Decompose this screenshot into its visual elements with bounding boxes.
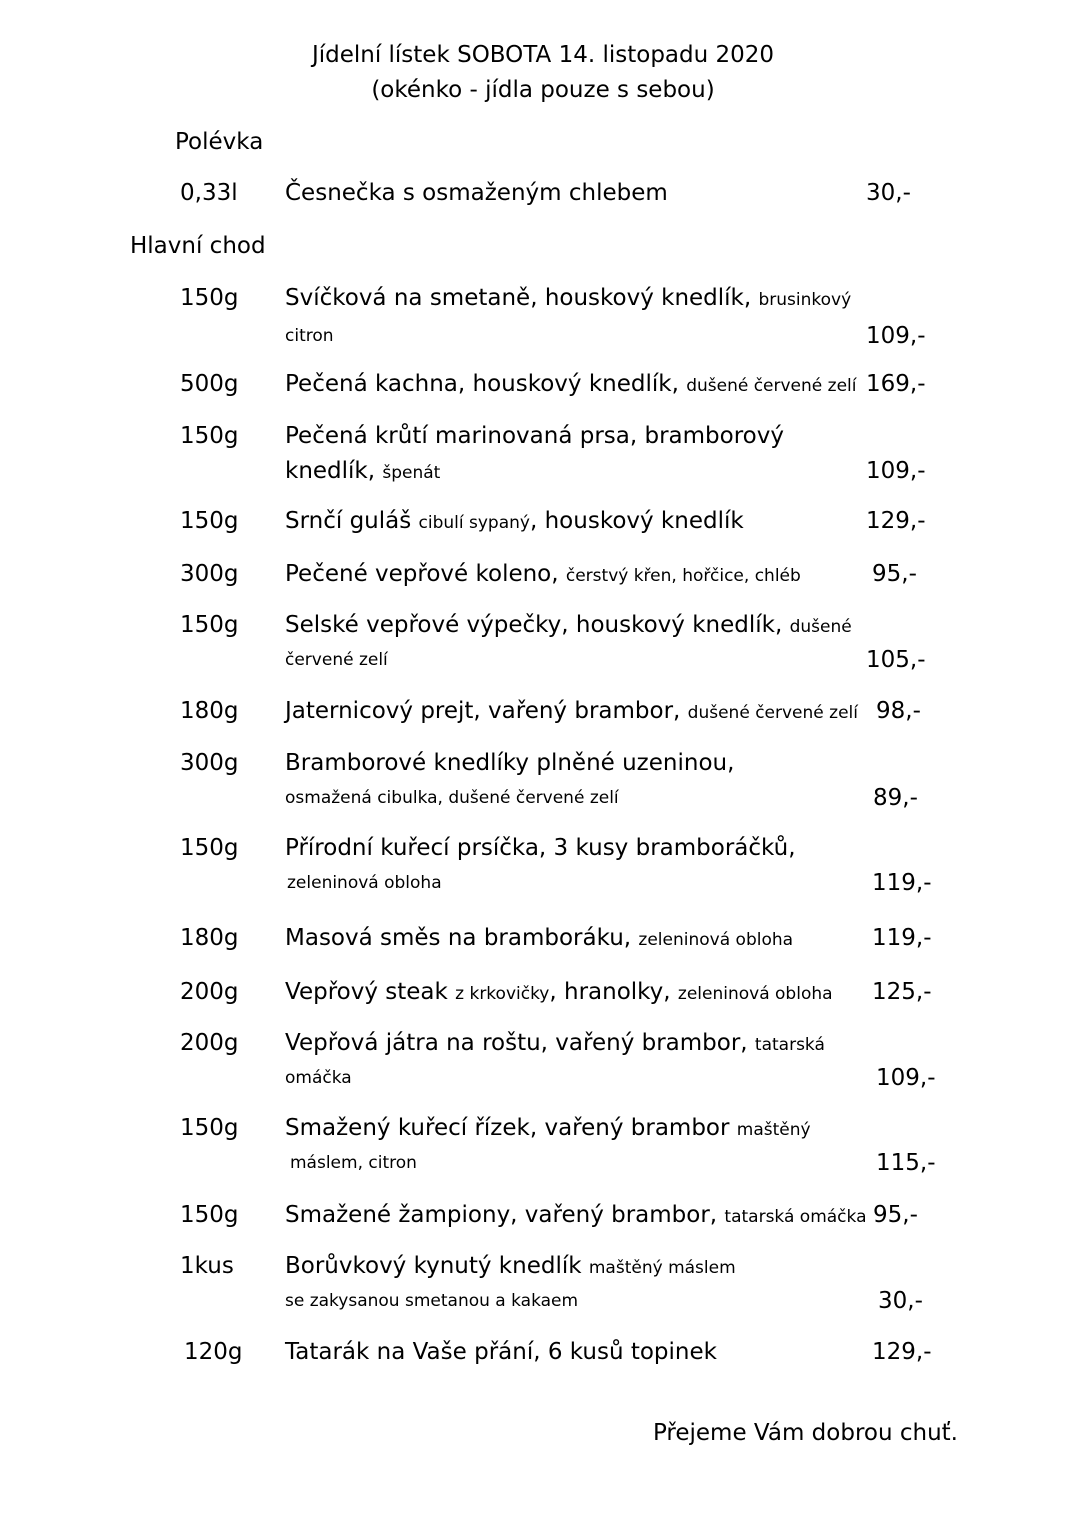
item-qty: 150g	[180, 1115, 239, 1141]
item-qty: 1kus	[180, 1253, 234, 1279]
item-description-line2	[285, 454, 440, 490]
closing-wish: Přejeme Vám dobrou chuť.	[652, 1420, 958, 1446]
item-description	[285, 1026, 825, 1062]
item-side-text: dušené	[789, 617, 852, 637]
item-main-text: Svíčková na smetaně, houskový knedlík,	[285, 285, 759, 311]
item-main-text-b: , houskový knedlík	[529, 508, 744, 534]
item-qty: 150g	[180, 1202, 239, 1228]
item-side-text: zeleninová obloha	[638, 930, 794, 950]
item-description	[285, 1249, 736, 1285]
item-qty: 200g	[180, 1030, 239, 1056]
item-price: 98,-	[876, 698, 921, 724]
item-side-text-line2: citron	[285, 326, 334, 346]
item-price: 109,-	[876, 1065, 936, 1091]
item-description	[285, 694, 858, 730]
item-qty: 150g	[180, 285, 239, 311]
item-description	[285, 557, 801, 593]
item-price: 95,-	[872, 561, 917, 587]
item-side-text-line2: máslem, citron	[290, 1153, 417, 1173]
item-description	[285, 1198, 867, 1234]
item-side-text: brusinkový	[758, 290, 852, 310]
item-price: 105,-	[866, 647, 926, 673]
item-main-text: Smažený kuřecí řízek, vařený brambor	[285, 1115, 737, 1141]
item-main-text: Selské vepřové výpečky, houskový knedlík,	[285, 612, 790, 638]
menu-title	[0, 38, 1086, 108]
title-line-2: (okénko - jídla pouze s sebou)	[371, 77, 715, 103]
item-qty: 120g	[184, 1339, 243, 1365]
item-main-text: Pečená kachna, houskový knedlík,	[285, 371, 687, 397]
item-description	[285, 281, 851, 317]
item-main-text: Pečené vepřové koleno,	[285, 561, 566, 587]
item-side-text: tatarská omáčka	[724, 1207, 867, 1227]
item-description	[285, 504, 744, 540]
item-qty: 300g	[180, 750, 239, 776]
item-main-text: Jaternicový prejt, vařený brambor,	[285, 698, 688, 724]
item-price: 119,-	[872, 870, 932, 896]
item-description	[285, 367, 857, 403]
item-qty: 150g	[180, 508, 239, 534]
item-price: 125,-	[872, 979, 932, 1005]
soup-qty: 0,33l	[180, 180, 238, 206]
item-description	[285, 608, 852, 644]
main-heading: Hlavní chod	[130, 233, 266, 259]
item-side-text: zeleninová obloha	[677, 984, 833, 1004]
item-price: 129,-	[866, 508, 926, 534]
item-main-text: Borůvkový kynutý knedlík	[285, 1253, 589, 1279]
item-price: 109,-	[866, 323, 926, 349]
item-side-text-line2: špenát	[382, 463, 441, 483]
item-price: 109,-	[866, 458, 926, 484]
item-price: 95,-	[873, 1202, 918, 1228]
item-main-text-b: , hranolky,	[549, 979, 678, 1005]
item-side-text-line2: omáčka	[285, 1068, 352, 1088]
item-main-text: Vepřový steak	[285, 979, 456, 1005]
soup-heading: Polévka	[175, 129, 264, 155]
item-side-text: maštěný máslem	[588, 1258, 736, 1278]
item-main-text: Tatarák na Vaše přání, 6 kusů topinek	[285, 1339, 717, 1365]
item-main-text: Srnčí guláš	[285, 508, 419, 534]
item-qty: 300g	[180, 561, 239, 587]
item-main-text: Masová směs na bramboráku,	[285, 925, 639, 951]
item-price: 119,-	[872, 925, 932, 951]
item-qty: 150g	[180, 423, 239, 449]
item-price: 89,-	[873, 785, 918, 811]
item-description	[285, 975, 833, 1011]
item-description	[285, 921, 793, 957]
item-side-text-line2: osmažená cibulka, dušené červené zelí	[285, 788, 619, 808]
item-side-text-line2: se zakysanou smetanou a kakaem	[285, 1291, 579, 1311]
item-side-text: tatarská	[754, 1035, 825, 1055]
soup-price: 30,-	[866, 180, 911, 206]
item-side-text: čerstvý křen, hořčice, chléb	[565, 566, 801, 586]
item-qty: 500g	[180, 371, 239, 397]
item-side-text-a: z krkovičky	[455, 984, 550, 1004]
item-price: 30,-	[878, 1288, 923, 1314]
item-qty: 200g	[180, 979, 239, 1005]
item-side-text-line2: červené zelí	[285, 650, 388, 670]
item-main-text-line2: knedlík,	[285, 458, 383, 484]
item-main-text: Smažené žampiony, vařený brambor,	[285, 1202, 725, 1228]
item-qty: 150g	[180, 612, 239, 638]
item-price: 115,-	[876, 1150, 936, 1176]
item-side-text-line2: zeleninová obloha	[287, 873, 442, 893]
item-main-text: Přírodní kuřecí prsíčka, 3 kusy bramboráčků,	[285, 835, 796, 861]
soup-name: Česnečka s osmaženým chlebem	[285, 180, 668, 206]
item-price: 169,-	[866, 371, 926, 397]
item-side-text: dušené červené zelí	[687, 703, 858, 723]
item-main-text: Vepřová játra na roštu, vařený brambor,	[285, 1030, 755, 1056]
item-qty: 180g	[180, 925, 239, 951]
item-qty: 150g	[180, 835, 239, 861]
item-main-text: Bramborové knedlíky plněné uzeninou,	[285, 750, 735, 776]
item-description	[285, 1111, 811, 1147]
title-line-1: Jídelní lístek SOBOTA 14. listopadu 2020	[311, 42, 775, 68]
item-main-text: Pečená krůtí marinovaná prsa, bramborový	[285, 423, 784, 449]
item-side-text: dušené červené zelí	[686, 376, 857, 396]
item-price: 129,-	[872, 1339, 932, 1365]
item-side-text: cibulí sypaný	[418, 513, 530, 533]
item-qty: 180g	[180, 698, 239, 724]
item-side-text: maštěný	[736, 1120, 811, 1140]
